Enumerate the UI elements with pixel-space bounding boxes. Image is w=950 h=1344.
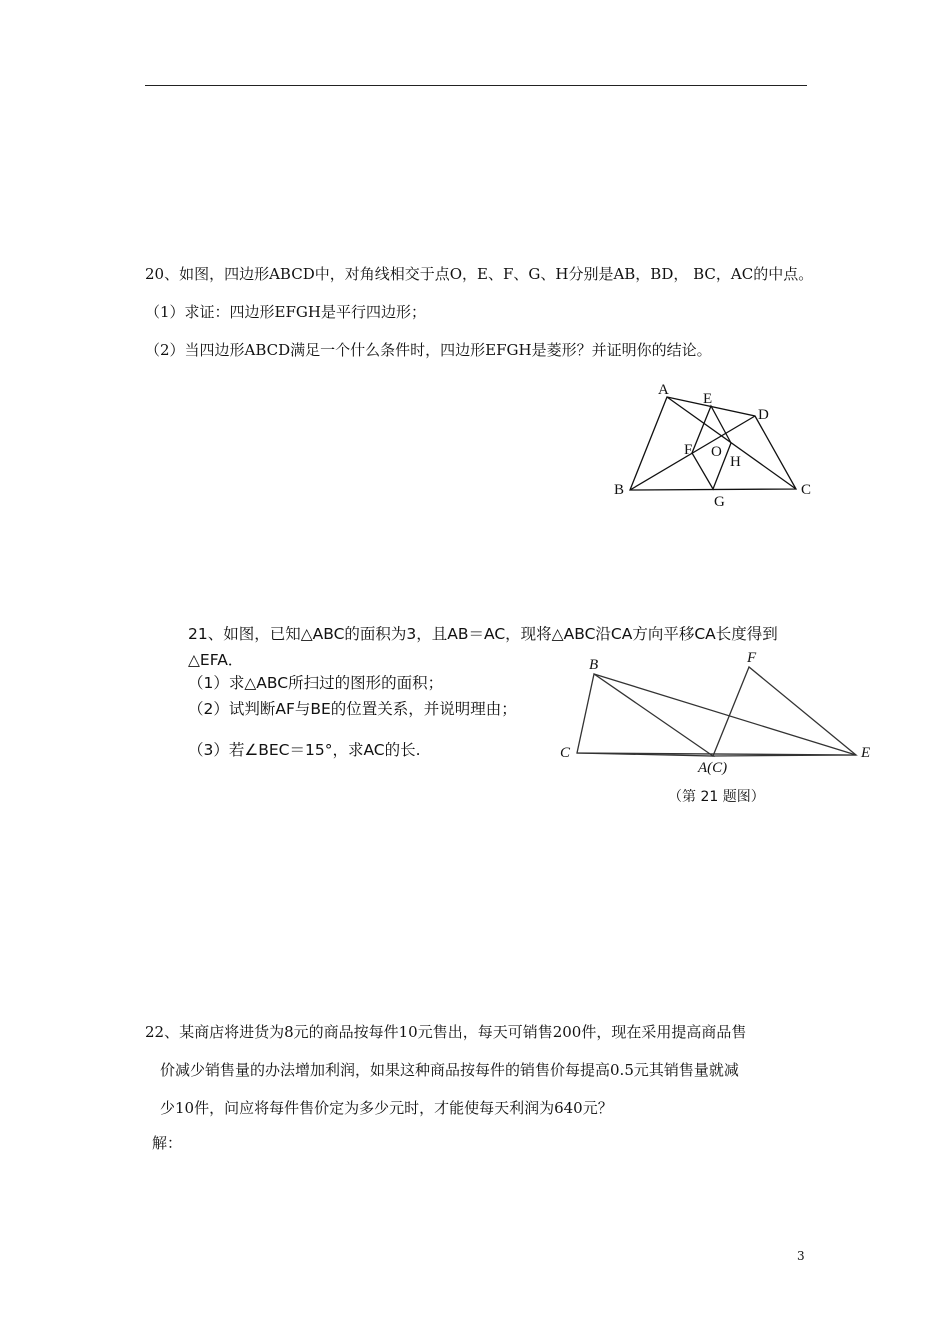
q20-label-o: O [711, 444, 722, 460]
q22-answer-label: 解： [152, 1134, 183, 1152]
q20-label-h: H [730, 454, 741, 470]
q20-label-b: B [614, 482, 625, 498]
q21-figure-caption: （第 21 题图） [668, 789, 765, 805]
q21-label-a-c: A(C) [698, 760, 728, 776]
q21-line2: △EFA． [188, 651, 244, 669]
q21-label-b: B [589, 657, 599, 673]
q20-part1: （1）求证：四边形EFGH是平行四边形； [145, 303, 426, 321]
q21-part3: （3）若∠BEC＝15°，求AC的长. [188, 741, 421, 759]
q22-line2: 价减少销售量的办法增加利润，如果这种商品按每件的销售价每提高0.5元其销售量就减 [160, 1061, 739, 1079]
q21-line1: 21、如图，已知△ABC的面积为3，且AB＝AC，现将△ABC沿CA方向平移CA长度得到 [188, 625, 778, 643]
q20-label-d: D [758, 407, 769, 423]
q21-part1: （1）求△ABC所扫过的图形的面积； [188, 674, 444, 692]
q21-part2: （2）试判断AF与BE的位置关系，并说明理由； [188, 700, 517, 718]
q22-line1: 22、某商店将进货为8元的商品按每件10元售出，每天可销售200件，现在采用提高商品售 [145, 1023, 747, 1041]
q21-label-f: F [747, 650, 757, 666]
q21-segment-be [594, 674, 856, 755]
page-number: 3 [797, 1249, 805, 1263]
q20-label-c: C [801, 482, 812, 498]
q21-translation-figure [555, 650, 885, 775]
q20-label-e: E [703, 391, 713, 407]
q20-title: 20、如图，四边形ABCD中，对角线相交于点O，E、F、G、H分别是AB，BD， BC，AC的中点。 [145, 265, 814, 283]
q20-label-f: F [684, 442, 693, 458]
q21-triangle-efa [713, 667, 856, 756]
q22-line3: 少10件，问应将每件售价定为多少元时，才能使每天利润为640元？ [160, 1099, 613, 1117]
q20-part2: （2）当四边形ABCD满足一个什么条件时，四边形EFGH是菱形？并证明你的结论。 [145, 341, 712, 359]
q21-label-c: C [560, 745, 571, 761]
q20-label-a: A [658, 382, 669, 398]
q20-label-g: G [714, 494, 725, 510]
header-rule [145, 85, 807, 86]
q21-triangle-abc [577, 674, 713, 756]
q20-quadrilateral-figure [600, 375, 830, 515]
q21-label-e: E [861, 745, 871, 761]
